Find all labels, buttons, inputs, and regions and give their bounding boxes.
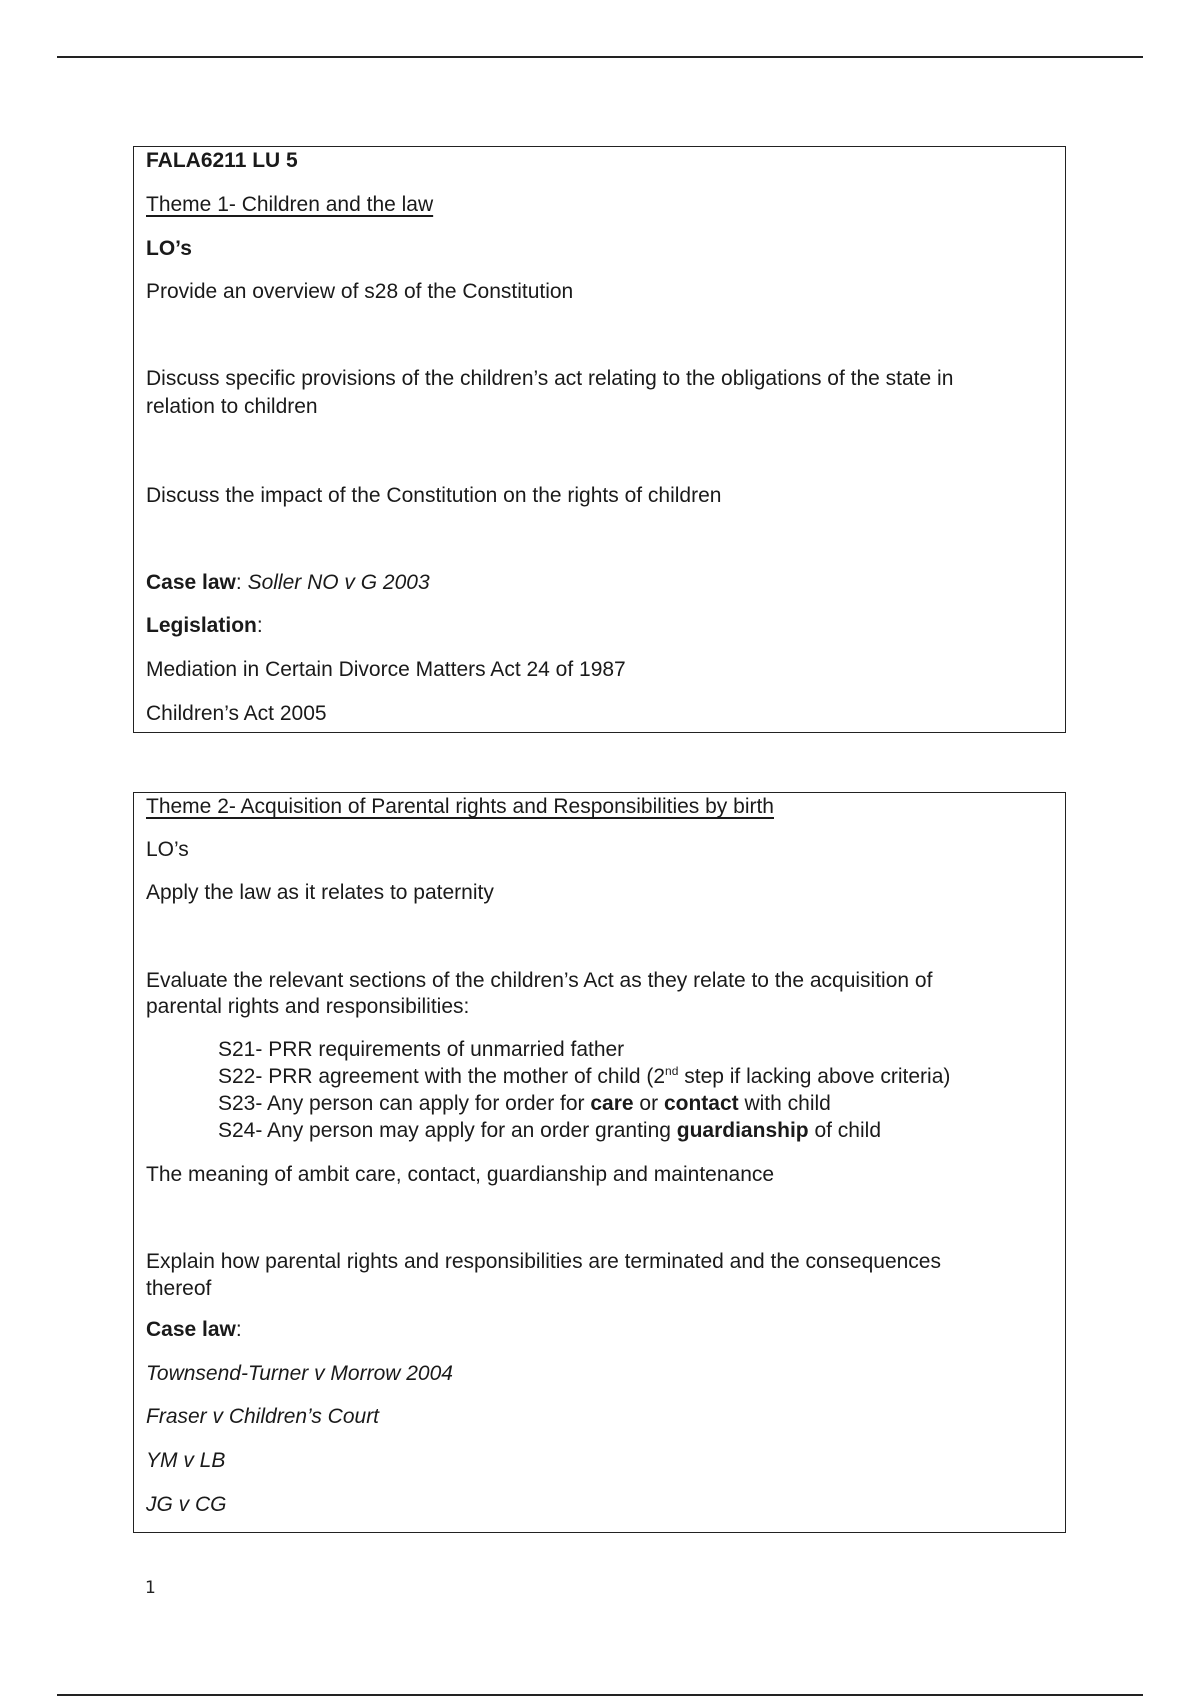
theme2-lo2-line1: Evaluate the relevant sections of the children’s Act as they relate to the acquisition of [146,969,933,992]
case-law-value: Soller NO v G 2003 [247,571,430,594]
theme1-case-law [146,569,1053,597]
s23-care: care [590,1092,634,1115]
theme2-lo2-line2: parental rights and responsibilities: [146,995,470,1018]
s24-guardianship: guardianship [676,1119,809,1142]
section-s21: S21- PRR requirements of unmarried father [218,1038,625,1061]
theme1-lo2-line2: relation to children [146,395,318,418]
theme2-box [133,792,1066,1533]
theme1-lo3: Discuss the impact of the Constitution on the rights of children [146,484,722,507]
section-s24 [218,1117,1053,1145]
s23-contact: contact [663,1092,739,1115]
s22-superscript: nd [665,1064,679,1078]
theme2-title: Theme 2- Acquisition of Parental rights and Responsibilities by birth [146,795,774,818]
theme1-legislation [146,612,1053,640]
s24-text-a: S24- Any person may apply for an order granting [218,1119,677,1142]
theme2-meaning: The meaning of ambit care, contact, guardianship and maintenance [146,1163,775,1186]
theme2-explain-line1: Explain how parental rights and responsibilities are terminated and the consequences [146,1250,941,1273]
theme2-case-law [146,1316,1053,1344]
s23-text-b: with child [738,1092,831,1115]
case-law-label: Case law [146,1318,236,1341]
header-rule [57,56,1143,58]
section-s22 [218,1063,1053,1091]
s23-text-a: S23- Any person can apply for order for [218,1092,591,1115]
theme2-explain-line2: thereof [146,1277,212,1300]
case-law-label: Case law [146,571,236,594]
theme1-lo1: Provide an overview of s28 of the Constitution [146,280,574,303]
theme1-los-heading: LO’s [146,237,192,260]
section-s23 [218,1090,1053,1118]
s22-text-b: step if lacking above criteria) [678,1065,951,1088]
case-law-separator: : [235,1318,242,1341]
legislation-label: Legislation [146,614,257,637]
case-law-separator: : [235,571,248,594]
course-code: FALA6211 LU 5 [146,149,298,172]
s24-text-b: of child [808,1119,881,1142]
theme1-lo2-line1: Discuss specific provisions of the children’s act relating to the obligations of the state in [146,367,954,390]
theme1-title: Theme 1- Children and the law [146,193,434,216]
s23-or: or [633,1092,664,1115]
theme1-legislation-item-2: Children’s Act 2005 [146,702,327,725]
case-item: JG v CG [146,1493,227,1516]
theme2-los-heading: LO’s [146,838,189,861]
case-item: Fraser v Children’s Court [146,1405,380,1428]
theme1-legislation-item-1: Mediation in Certain Divorce Matters Act 24 of 1987 [146,658,626,681]
theme2-lo1: Apply the law as it relates to paternity [146,881,494,904]
page-number: 1 [145,1578,156,1598]
case-item: Townsend-Turner v Morrow 2004 [146,1362,453,1385]
s22-text-a: S22- PRR agreement with the mother of child (2 [218,1065,666,1088]
case-item: YM v LB [146,1449,226,1472]
footer-rule [57,1694,1143,1696]
legislation-separator: : [256,614,263,637]
theme1-box [133,146,1066,733]
